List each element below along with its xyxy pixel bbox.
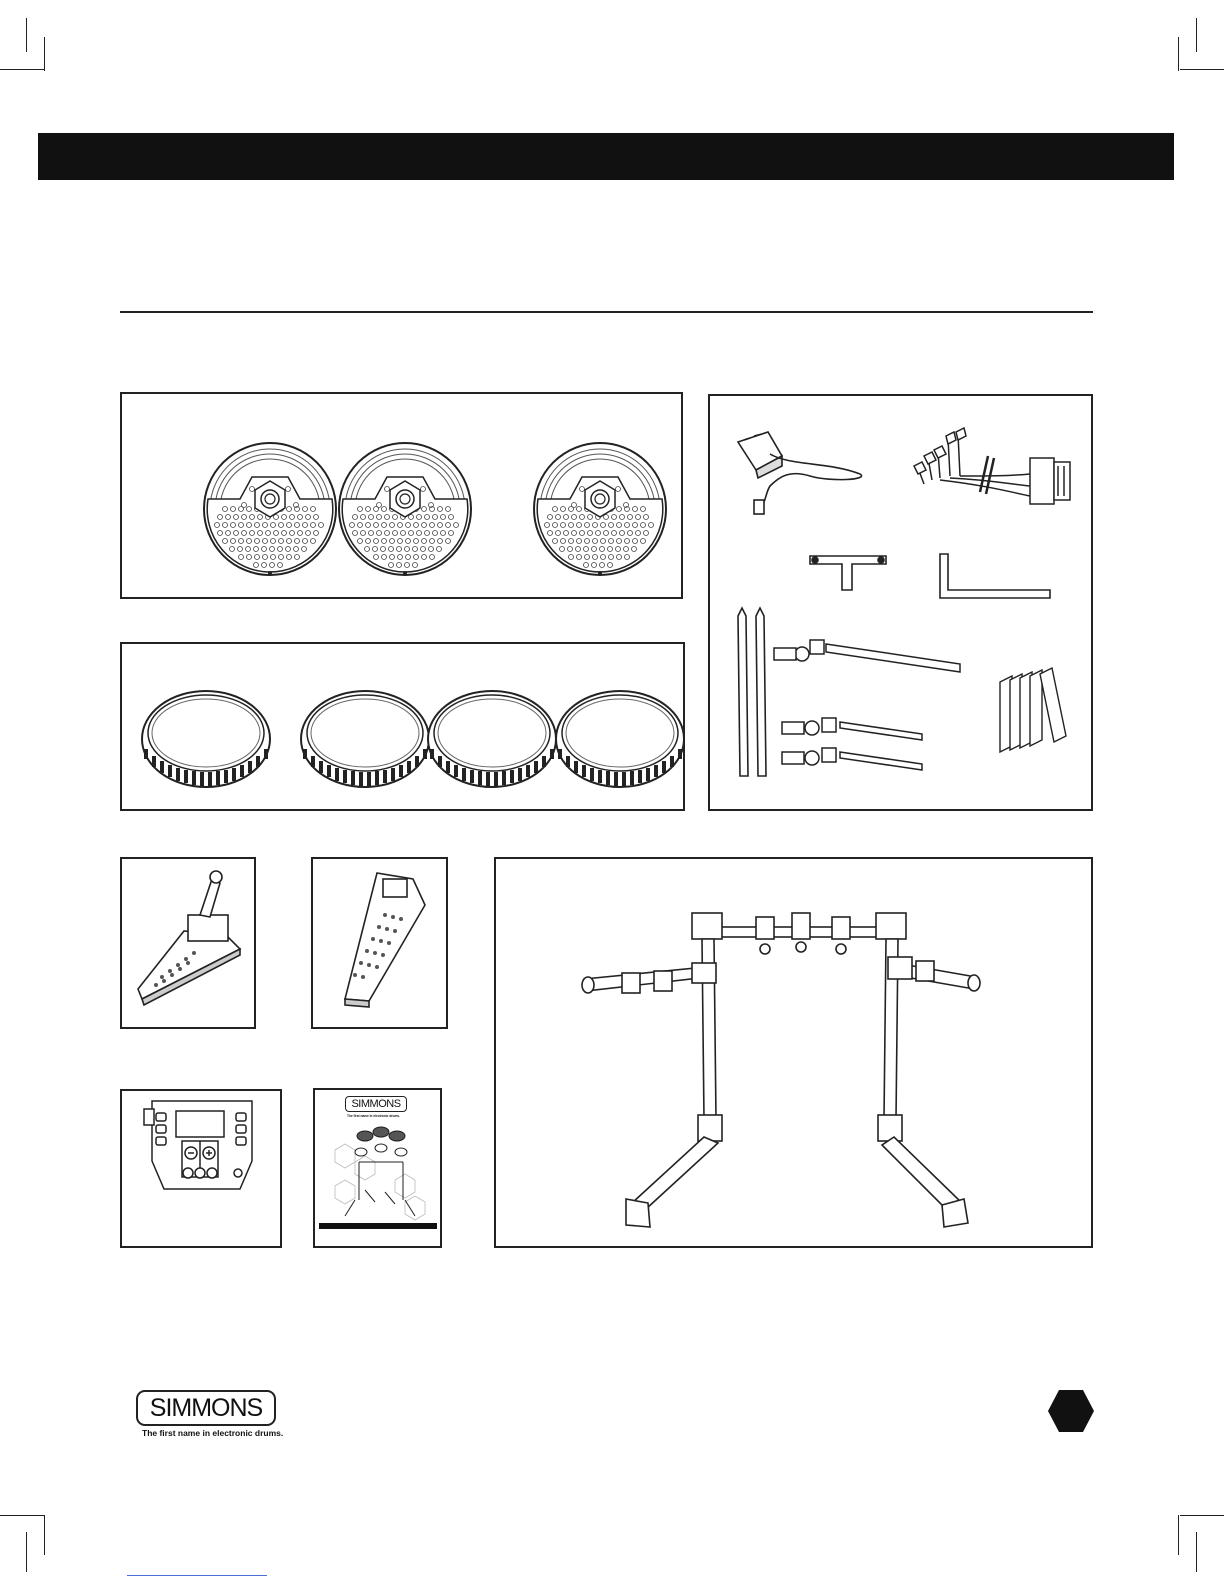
drum-rack-box <box>494 857 1093 1248</box>
drum-module-box <box>120 1089 282 1248</box>
manual-tagline: The first name in electronic drums. <box>347 1114 400 1118</box>
crop-mark <box>44 1515 45 1555</box>
accessories-box <box>708 394 1093 811</box>
crop-mark <box>0 1515 44 1516</box>
owners-manual-icon <box>315 1090 440 1246</box>
drum-pad-icon <box>428 691 556 787</box>
brand-logo <box>136 1390 284 1438</box>
cable-ties-icon <box>1000 668 1066 752</box>
drumsticks-icon <box>738 608 766 776</box>
manual-logo: SIMMONS <box>345 1096 407 1112</box>
header-bar <box>38 133 1174 180</box>
drum-pad-icon <box>301 691 429 787</box>
bottom-link-underline <box>127 1575 267 1576</box>
drum-pad-icon <box>556 691 683 787</box>
drum-pads-box <box>120 642 685 811</box>
cymbal-pad-icon <box>339 443 471 575</box>
crop-mark <box>1180 69 1224 70</box>
owners-manual-box <box>313 1088 442 1248</box>
crop-mark <box>1196 1532 1197 1572</box>
drum-module-icon <box>122 1091 280 1246</box>
hihat-pedal-icon <box>313 859 446 1027</box>
crop-mark <box>44 37 45 71</box>
cymbal-pad-icon <box>534 443 666 575</box>
drum-rack-icon <box>496 859 1091 1246</box>
crop-mark <box>1196 18 1197 52</box>
cymbal-arm-icon <box>774 640 960 672</box>
cymbal-pads-box <box>120 392 683 599</box>
kick-pedal-icon <box>122 859 254 1027</box>
allen-wrench-icon <box>940 554 1050 598</box>
crop-mark <box>26 1532 27 1572</box>
hihat-pedal-box <box>311 857 448 1029</box>
crop-mark <box>1180 1515 1224 1516</box>
snake-cable-icon <box>914 428 1070 504</box>
crop-mark <box>1178 37 1179 71</box>
kick-pedal-box <box>120 857 256 1029</box>
crop-mark <box>0 69 44 70</box>
page-number-hexagon-icon <box>1047 1389 1095 1433</box>
crop-mark <box>1178 1515 1179 1555</box>
brand-logo-text: SIMMONS <box>136 1390 276 1426</box>
cymbal-arm-icon <box>782 718 922 740</box>
section-rule <box>120 311 1093 313</box>
drum-key-icon <box>810 556 886 590</box>
power-adapter-icon <box>738 432 862 514</box>
cymbal-pad-icon <box>204 443 336 575</box>
crop-mark <box>26 18 27 52</box>
drum-pad-icon <box>142 691 270 787</box>
cymbal-arm-icon <box>782 748 922 770</box>
brand-tagline: The first name in electronic drums. <box>142 1428 284 1438</box>
